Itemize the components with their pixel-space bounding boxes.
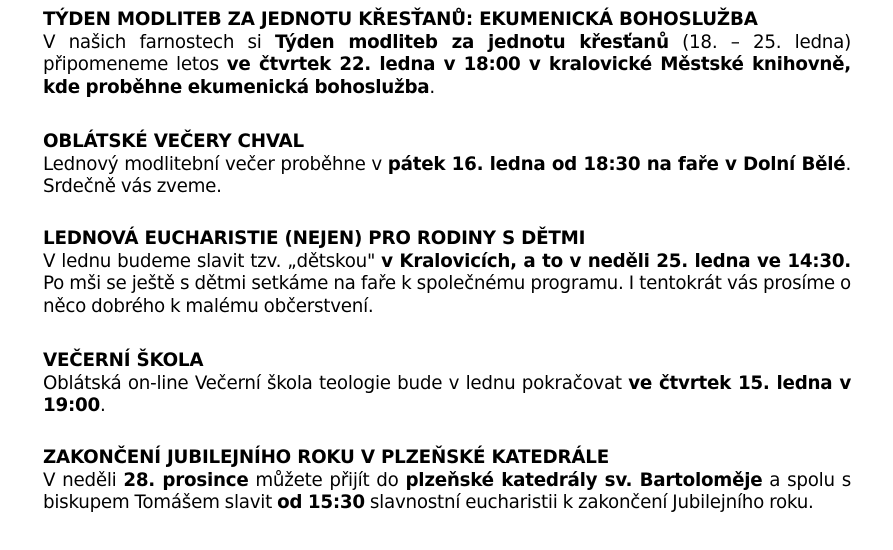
body-emphasis: od 15:30 — [277, 492, 365, 513]
body-text: slavnostní eucharistii k zakončení Jubilejního roku. — [364, 492, 814, 513]
body-emphasis: plzeňské katedrály sv. Bartoloměje — [405, 469, 763, 491]
body-text: V neděli — [43, 469, 124, 491]
body-text: . — [99, 395, 106, 416]
section-heading: LEDNOVÁ EUCHARISTIE (NEJEN) PRO RODINY S DĚTMI — [43, 228, 586, 249]
section-body — [43, 470, 851, 515]
section-body — [43, 251, 851, 319]
section-prayer-week — [43, 9, 851, 99]
section-praise-evenings — [43, 131, 851, 199]
section-heading: ZAKONČENÍ JUBILEJNÍHO ROKU V PLZEŇSKÉ KATEDRÁLE — [43, 447, 610, 468]
body-emphasis: ve čtvrtek 22. ledna v 18:00 v kralovické Městské knihovně, kde proběhne ekumenická bohoslužba — [43, 54, 852, 98]
body-text: a spolu s biskupem Tomášem slavit — [43, 469, 851, 513]
body-text: můžete přijít do — [248, 469, 406, 491]
section-heading: OBLÁTSKÉ VEČERY CHVAL — [43, 131, 304, 152]
section-body — [43, 32, 851, 100]
body-text: V lednu budeme slavit tzv. „dětskou" — [43, 250, 382, 272]
body-text: . — [429, 76, 435, 98]
section-body — [43, 154, 851, 199]
section-heading: TÝDEN MODLITEB ZA JEDNOTU KŘESŤANŮ: EKUMENICKÁ BOHOSLUŽBA — [43, 9, 758, 30]
body-text: (18. – 25. ledna) připomeneme letos — [43, 31, 851, 75]
body-emphasis: pátek 16. ledna od 18:30 na faře v Dolní Bělé — [387, 153, 846, 175]
body-emphasis: v Kralovicích, a to v neděli 25. ledna ve 14:30. — [381, 250, 851, 272]
section-body — [43, 373, 851, 418]
section-heading: VEČERNÍ ŠKOLA — [43, 350, 204, 371]
section-family-eucharist — [43, 228, 851, 318]
body-text: Po mši se ještě s dětmi setkáme na faře k společnému programu. I tentokrát vás prosíme o něco dobrého k malému občerstvení. — [43, 273, 851, 317]
section-jubilee-closing — [43, 447, 851, 515]
section-evening-school — [43, 350, 851, 418]
body-text: Oblátská on-line Večerní škola teologie bude v lednu pokračovat — [43, 372, 629, 394]
body-emphasis: ve čtvrtek 15. ledna v 19:00 — [43, 372, 851, 416]
body-text: . Srdečně vás zveme. — [43, 153, 852, 197]
body-text: V našich farnostech si — [43, 31, 275, 53]
body-text: Lednový modlitební večer proběhne v — [43, 153, 388, 175]
body-emphasis: Týden modliteb za jednotu křesťanů — [274, 31, 669, 53]
body-emphasis: 28. prosince — [123, 469, 249, 491]
